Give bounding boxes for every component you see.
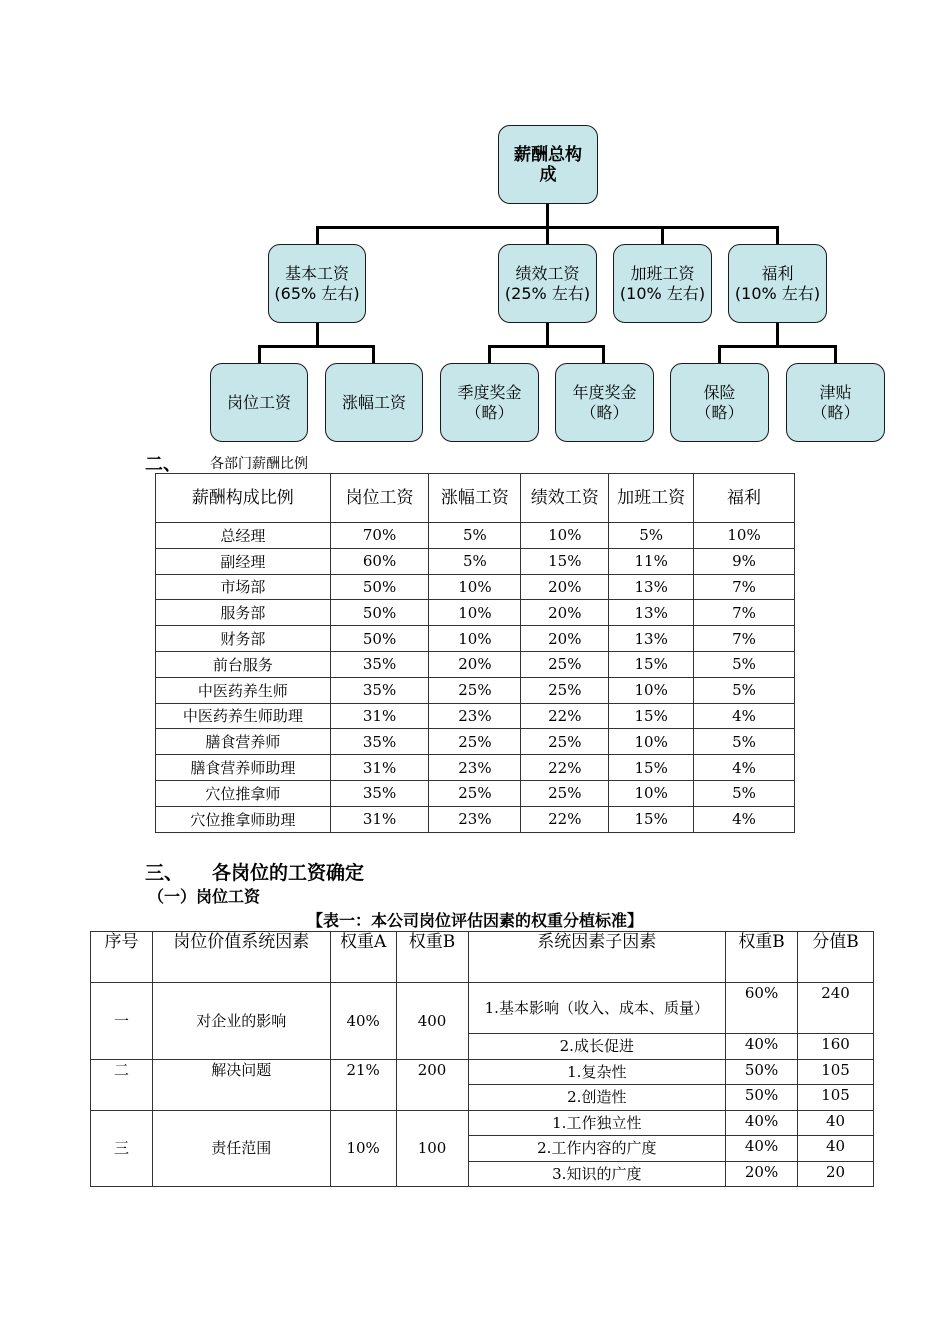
table-cell: 35% bbox=[330, 677, 429, 703]
org-node-basic-salary bbox=[268, 244, 366, 323]
node-label: 年度奖金 bbox=[572, 382, 637, 402]
node-sublabel: (65% 左右) bbox=[274, 283, 360, 303]
table-cell: 20% bbox=[521, 574, 609, 600]
org-node-annual-bonus bbox=[555, 363, 654, 442]
table-cell: 25% bbox=[521, 651, 609, 677]
table-cell: 21% bbox=[330, 1059, 396, 1110]
table-cell: 20% bbox=[521, 626, 609, 652]
section-number: 二、 bbox=[145, 454, 181, 475]
table-cell: 责任范围 bbox=[152, 1110, 330, 1187]
column-header: 涨幅工资 bbox=[429, 474, 521, 523]
table-cell: 13% bbox=[609, 600, 694, 626]
table-cell: 31% bbox=[330, 703, 429, 729]
table-cell: 7% bbox=[694, 626, 795, 652]
table-cell: 22% bbox=[521, 755, 609, 781]
table-cell: 1.工作独立性 bbox=[468, 1110, 726, 1136]
node-label: 绩效工资 bbox=[515, 263, 580, 283]
connector bbox=[546, 203, 549, 228]
table-row bbox=[156, 651, 795, 677]
table-cell: 50% bbox=[726, 1085, 798, 1111]
node-label: 基本工资 bbox=[284, 263, 349, 283]
table-cell: 3.知识的广度 bbox=[468, 1161, 726, 1187]
connector bbox=[718, 345, 721, 363]
table-cell: 20 bbox=[798, 1161, 874, 1187]
node-label: 涨幅工资 bbox=[341, 392, 406, 412]
table-cell: 财务部 bbox=[156, 626, 331, 652]
table-row bbox=[156, 548, 795, 574]
node-label: 加班工资 bbox=[630, 263, 695, 283]
org-node-position-salary bbox=[210, 363, 308, 442]
table-cell: 25% bbox=[521, 729, 609, 755]
table-cell: 10% bbox=[429, 600, 521, 626]
connector bbox=[488, 345, 604, 348]
table-cell: 10% bbox=[429, 626, 521, 652]
table-cell: 25% bbox=[429, 780, 521, 806]
column-header: 岗位价值系统因素 bbox=[152, 932, 330, 983]
table-header-row bbox=[91, 932, 874, 983]
org-node-performance-salary bbox=[498, 244, 597, 323]
table-cell: 1.基本影响（收入、成本、质量） bbox=[468, 983, 726, 1034]
connector bbox=[546, 226, 549, 244]
column-header: 权重A bbox=[330, 932, 396, 983]
column-header: 权重B bbox=[726, 932, 798, 983]
table-cell: 15% bbox=[521, 548, 609, 574]
section-title: 各部门薪酬比例 bbox=[210, 456, 308, 472]
table-cell: 50% bbox=[330, 626, 429, 652]
connector bbox=[834, 345, 837, 363]
connector bbox=[776, 226, 779, 244]
table-cell: 23% bbox=[429, 806, 521, 832]
table-row bbox=[156, 600, 795, 626]
table-row bbox=[156, 806, 795, 832]
node-label: 津贴 bbox=[819, 382, 852, 402]
column-header: 福利 bbox=[694, 474, 795, 523]
connector bbox=[602, 345, 605, 363]
table-cell: 13% bbox=[609, 574, 694, 600]
table-cell: 105 bbox=[798, 1059, 874, 1085]
table-cell: 7% bbox=[694, 574, 795, 600]
node-sublabel: （略） bbox=[811, 402, 860, 422]
table-cell: 15% bbox=[609, 806, 694, 832]
table-cell: 10% bbox=[609, 729, 694, 755]
table-cell: 20% bbox=[429, 651, 521, 677]
table-cell: 对企业的影响 bbox=[152, 983, 330, 1060]
table-cell: 105 bbox=[798, 1085, 874, 1111]
node-sublabel: (25% 左右) bbox=[504, 283, 591, 303]
table-cell: 35% bbox=[330, 729, 429, 755]
connector bbox=[546, 322, 549, 346]
table-cell: 9% bbox=[694, 548, 795, 574]
table-cell: 100 bbox=[396, 1110, 468, 1187]
table-row bbox=[91, 1059, 874, 1085]
table-cell: 31% bbox=[330, 806, 429, 832]
table-cell: 200 bbox=[396, 1059, 468, 1110]
table-cell: 25% bbox=[521, 780, 609, 806]
table-cell: 40% bbox=[726, 1110, 798, 1136]
table-row bbox=[156, 677, 795, 703]
table-cell: 5% bbox=[694, 677, 795, 703]
connector bbox=[372, 345, 375, 363]
node-label: 福利 bbox=[761, 263, 794, 283]
org-node-root bbox=[498, 125, 598, 204]
node-sublabel: (10% 左右) bbox=[619, 283, 706, 303]
column-header: 权重B bbox=[396, 932, 468, 983]
table-cell: 31% bbox=[330, 755, 429, 781]
connector bbox=[316, 322, 319, 346]
table-cell: 5% bbox=[694, 780, 795, 806]
table-cell: 2.工作内容的广度 bbox=[468, 1136, 726, 1162]
table-row bbox=[156, 755, 795, 781]
table-cell: 穴位推拿师助理 bbox=[156, 806, 331, 832]
table-cell: 25% bbox=[429, 729, 521, 755]
table-cell: 10% bbox=[694, 523, 795, 549]
column-header: 岗位工资 bbox=[330, 474, 429, 523]
org-node-insurance bbox=[670, 363, 769, 442]
table-cell: 23% bbox=[429, 755, 521, 781]
table-row bbox=[156, 626, 795, 652]
connector bbox=[661, 226, 664, 244]
table-row bbox=[156, 729, 795, 755]
table-cell: 2.成长促进 bbox=[468, 1034, 726, 1060]
table-cell: 二 bbox=[91, 1059, 153, 1110]
table-cell: 10% bbox=[330, 1110, 396, 1187]
table-cell: 三 bbox=[91, 1110, 153, 1187]
table-caption: 【表一：本公司岗位评估因素的权重分植标准】 bbox=[306, 911, 643, 930]
org-node-raise-salary bbox=[325, 363, 423, 442]
table-cell: 25% bbox=[429, 677, 521, 703]
table-cell: 35% bbox=[330, 651, 429, 677]
table-cell: 2.创造性 bbox=[468, 1085, 726, 1111]
table-row bbox=[91, 1110, 874, 1136]
table-cell: 50% bbox=[330, 574, 429, 600]
table-cell: 5% bbox=[694, 651, 795, 677]
table-cell: 解决问题 bbox=[152, 1059, 330, 1110]
table-cell: 35% bbox=[330, 780, 429, 806]
table-cell: 240 bbox=[798, 983, 874, 1034]
table-cell: 160 bbox=[798, 1034, 874, 1060]
table-cell: 15% bbox=[609, 755, 694, 781]
connector bbox=[258, 345, 374, 348]
table-cell: 20% bbox=[726, 1161, 798, 1187]
table-cell: 22% bbox=[521, 703, 609, 729]
table-cell: 60% bbox=[330, 548, 429, 574]
table-cell: 40% bbox=[330, 983, 396, 1060]
table-cell: 1.复杂性 bbox=[468, 1059, 726, 1085]
table-cell: 中医药养生师助理 bbox=[156, 703, 331, 729]
node-sublabel: （略） bbox=[465, 402, 514, 422]
node-sublabel: （略） bbox=[580, 402, 629, 422]
table-cell: 15% bbox=[609, 703, 694, 729]
table-cell: 服务部 bbox=[156, 600, 331, 626]
table-cell: 前台服务 bbox=[156, 651, 331, 677]
table-cell: 10% bbox=[609, 780, 694, 806]
table-cell: 7% bbox=[694, 600, 795, 626]
table-cell: 穴位推拿师 bbox=[156, 780, 331, 806]
column-header: 绩效工资 bbox=[521, 474, 609, 523]
connector bbox=[258, 345, 261, 363]
table-cell: 23% bbox=[429, 703, 521, 729]
table-cell: 11% bbox=[609, 548, 694, 574]
table-cell: 50% bbox=[726, 1059, 798, 1085]
table-row bbox=[156, 523, 795, 549]
table-cell: 22% bbox=[521, 806, 609, 832]
table-cell: 中医药养生师 bbox=[156, 677, 331, 703]
org-node-overtime-salary bbox=[613, 244, 712, 323]
node-label: 季度奖金 bbox=[457, 382, 522, 402]
table-cell: 5% bbox=[609, 523, 694, 549]
connector bbox=[488, 345, 491, 363]
table-cell: 总经理 bbox=[156, 523, 331, 549]
column-header: 薪酬构成比例 bbox=[156, 474, 331, 523]
table-row bbox=[156, 780, 795, 806]
table-cell: 膳食营养师 bbox=[156, 729, 331, 755]
org-node-allowance bbox=[786, 363, 885, 442]
table-cell: 60% bbox=[726, 983, 798, 1034]
table-cell: 15% bbox=[609, 651, 694, 677]
table-cell: 市场部 bbox=[156, 574, 331, 600]
org-node-welfare bbox=[728, 244, 827, 323]
table-row bbox=[156, 703, 795, 729]
table-cell: 10% bbox=[609, 677, 694, 703]
table-cell: 副经理 bbox=[156, 548, 331, 574]
table-cell: 40% bbox=[726, 1136, 798, 1162]
connector bbox=[316, 226, 319, 244]
table-cell: 13% bbox=[609, 626, 694, 652]
table-cell: 4% bbox=[694, 703, 795, 729]
table-cell: 4% bbox=[694, 806, 795, 832]
table-cell: 40% bbox=[726, 1034, 798, 1060]
table-cell: 5% bbox=[429, 548, 521, 574]
node-sublabel: (10% 左右) bbox=[734, 283, 821, 303]
position-evaluation-table bbox=[90, 931, 874, 1187]
table-row bbox=[91, 983, 874, 1034]
table-cell: 10% bbox=[521, 523, 609, 549]
table-header-row bbox=[156, 474, 795, 523]
table-cell: 400 bbox=[396, 983, 468, 1060]
table-cell: 一 bbox=[91, 983, 153, 1060]
column-header: 加班工资 bbox=[609, 474, 694, 523]
table-cell: 5% bbox=[694, 729, 795, 755]
table-cell: 5% bbox=[429, 523, 521, 549]
table-cell: 70% bbox=[330, 523, 429, 549]
table-cell: 50% bbox=[330, 600, 429, 626]
table-row bbox=[156, 574, 795, 600]
table-cell: 10% bbox=[429, 574, 521, 600]
node-label: 成 bbox=[539, 164, 557, 185]
column-header: 分值B bbox=[798, 932, 874, 983]
table-cell: 40 bbox=[798, 1136, 874, 1162]
node-sublabel: （略） bbox=[695, 402, 744, 422]
subsection-title: （一）岗位工资 bbox=[148, 887, 261, 906]
column-header: 序号 bbox=[91, 932, 153, 983]
node-label: 薪酬总构 bbox=[514, 144, 582, 165]
column-header: 系统因素子因素 bbox=[468, 932, 726, 983]
connector bbox=[718, 345, 836, 348]
node-label: 保险 bbox=[703, 382, 736, 402]
table-cell: 25% bbox=[521, 677, 609, 703]
table-cell: 4% bbox=[694, 755, 795, 781]
section-title: 各岗位的工资确定 bbox=[212, 862, 365, 884]
table-cell: 20% bbox=[521, 600, 609, 626]
table-cell: 40 bbox=[798, 1110, 874, 1136]
department-salary-table bbox=[155, 473, 795, 833]
table-cell: 膳食营养师助理 bbox=[156, 755, 331, 781]
org-node-quarter-bonus bbox=[440, 363, 539, 442]
section-number: 三、 bbox=[145, 862, 184, 884]
connector bbox=[776, 322, 779, 346]
node-label: 岗位工资 bbox=[226, 392, 291, 412]
